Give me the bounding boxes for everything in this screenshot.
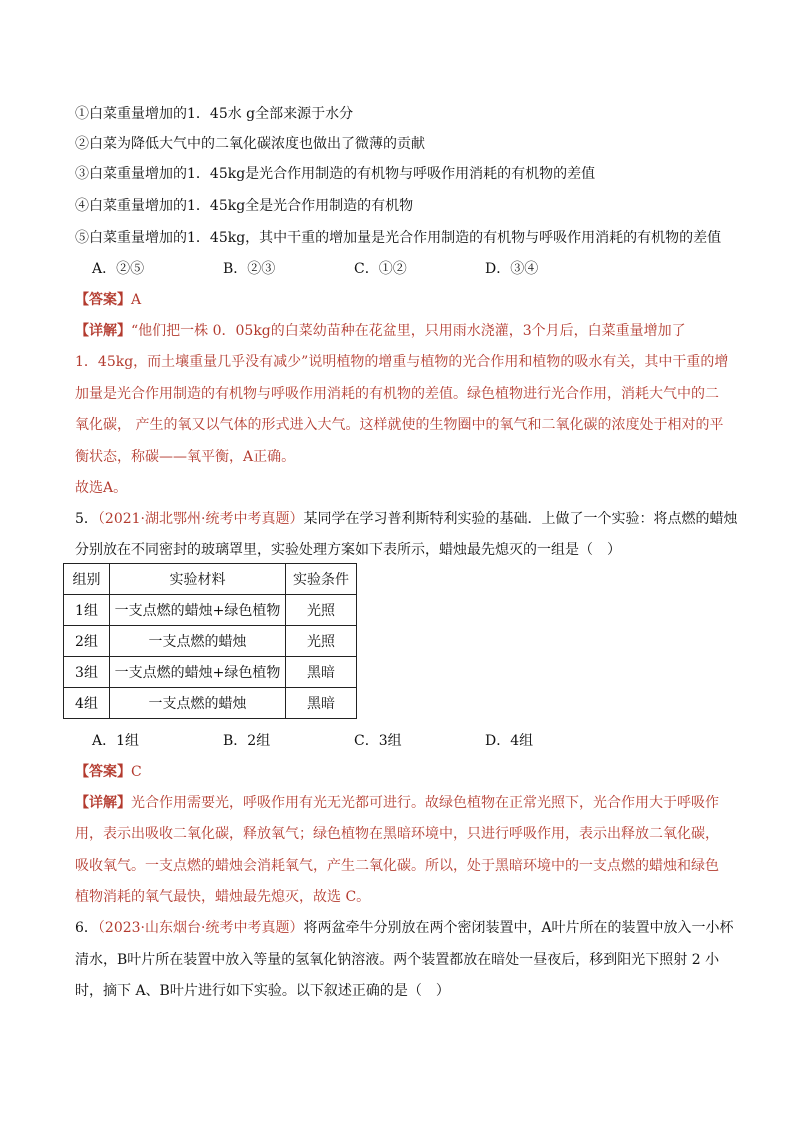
q5-options [92,731,652,751]
q5-option-b: B．2组 [223,733,271,749]
q4-answer [75,290,141,310]
q5-stem-line-1: 5．（2021·湖北鄂州·统考中考真题）某同学在学习普利斯特利实验的基础．上做了一个实验：将点燃的蜡烛 [75,511,738,527]
q4-option-c: C．①② [354,261,407,277]
q4-options [92,259,652,279]
table-row [64,657,357,688]
q5-detail-line-1: 【详解】光合作用需要光，呼吸作用有光无光都可进行。故绿色植物在正常光照下，光合作用大于呼吸作 [75,795,719,811]
table-row [64,595,357,626]
statement-1: ①白菜重量增加的1．45水 g全部来源于水分 [75,106,354,122]
q4-option-b: B．②③ [223,261,276,277]
q4-detail-line-4: 氧化碳， 产生的氧又以气体的形式进入大气。这样就使的生物圈中的氧气和二氧化碳的浓度处于相对的平 [75,417,724,433]
q5-option-d: D．4组 [485,733,534,749]
q6-number: 6． [75,920,98,936]
q4-detail-line-3: 加量是光合作用制造的有机物与呼吸作用消耗的有机物的差值。绿色植物进行光合作用，消耗大气中的二 [75,386,719,402]
table-cell: 光照 [286,626,357,657]
answer-value: C [131,764,142,780]
q6-source: （2023·山东烟台·统考中考真题） [97,920,304,936]
table-cell: 黑暗 [286,657,357,688]
q5-detail-line-3: 吸收氧气。一支点燃的蜡烛会消耗氧气，产生二氧化碳。所以，处于黑暗环境中的一支点燃的蜡烛和绿色 [75,858,719,874]
answer-label: 【答案】 [75,292,131,308]
table-cell: 黑暗 [286,688,357,719]
q5-detail-line-4: 植物消耗的氧气最快，蜡烛最先熄灭，故选 C。 [75,889,371,905]
table-header: 实验材料 [110,564,286,595]
table-cell: 2组 [64,626,110,657]
q4-detail-line-2: 1．45kg，而土壤重量几乎没有减少”说明植物的增重与植物的光合作用和植物的吸水有关，其中干重的增 [75,354,729,370]
q5-option-c: C．3组 [354,733,402,749]
answer-label: 【答案】 [75,764,131,780]
table-header-row [64,564,357,595]
q5-stem-line-2: 分别放在不同密封的玻璃罩里，实验处理方案如下表所示，蜡烛最先熄灭的一组是（ ） [75,542,621,558]
q4-detail-line-1: 【详解】“他们把一株 0．05kg的白菜幼苗种在花盆里，只用雨水浇灌，3个月后，白菜重量增加了 [75,323,686,339]
q4-option-d: D．③④ [485,261,539,277]
table-header: 组别 [64,564,110,595]
q6-stem-line-1: 6．（2023·山东烟台·统考中考真题）将两盆牵牛分别放在两个密闭装置中，A叶片所在的装置中放入一小杯 [75,920,734,936]
detail-label: 【详解】 [75,795,131,811]
table-cell: 一支点燃的蜡烛 [110,626,286,657]
q4-detail-line-5: 衡状态，称碳——氧平衡，A正确。 [75,449,296,465]
statement-3: ③白菜重量增加的1．45kg是光合作用制造的有机物与呼吸作用消耗的有机物的差值 [75,166,596,182]
table-header: 实验条件 [286,564,357,595]
statement-5: ⑤白菜重量增加的1．45kg，其中干重的增加量是光合作用制造的有机物与呼吸作用消耗的有机物的差值 [75,230,722,246]
q6-stem-line-2: 清水，B叶片所在装置中放入等量的氢氧化钠溶液。两个装置都放在暗处一昼夜后，移到阳光下照射 2 小 [75,952,720,968]
table-cell: 4组 [64,688,110,719]
statement-2: ②白菜为降低大气中的二氧化碳浓度也做出了微薄的贡献 [75,136,425,152]
q5-detail-line-2: 用，表示出吸收二氧化碳，释放氧气；绿色植物在黑暗环境中，只进行呼吸作用，表示出释放二氧化碳， [75,826,719,842]
q6-stem-line-3: 时，摘下 A、B叶片进行如下实验。以下叙述正确的是（ ） [75,983,450,999]
q5-option-a: A．1组 [92,733,140,749]
q4-detail-line-6: 故选A。 [75,480,128,496]
answer-value: A [131,292,142,308]
q5-number: 5． [75,511,98,527]
table-cell: 光照 [286,595,357,626]
detail-label: 【详解】 [75,323,131,339]
table-cell: 一支点燃的蜡烛+绿色植物 [110,657,286,688]
q4-option-a: A．②⑤ [92,261,145,277]
table-row [64,688,357,719]
q5-source: （2021·湖北鄂州·统考中考真题） [97,511,304,527]
experiment-table [63,563,357,719]
table-cell: 一支点燃的蜡烛 [110,688,286,719]
table-cell: 1组 [64,595,110,626]
q5-answer [75,762,142,782]
table-cell: 3组 [64,657,110,688]
table-row [64,626,357,657]
statement-4: ④白菜重量增加的1．45kg全是光合作用制造的有机物 [75,198,414,214]
table-cell: 一支点燃的蜡烛+绿色植物 [110,595,286,626]
